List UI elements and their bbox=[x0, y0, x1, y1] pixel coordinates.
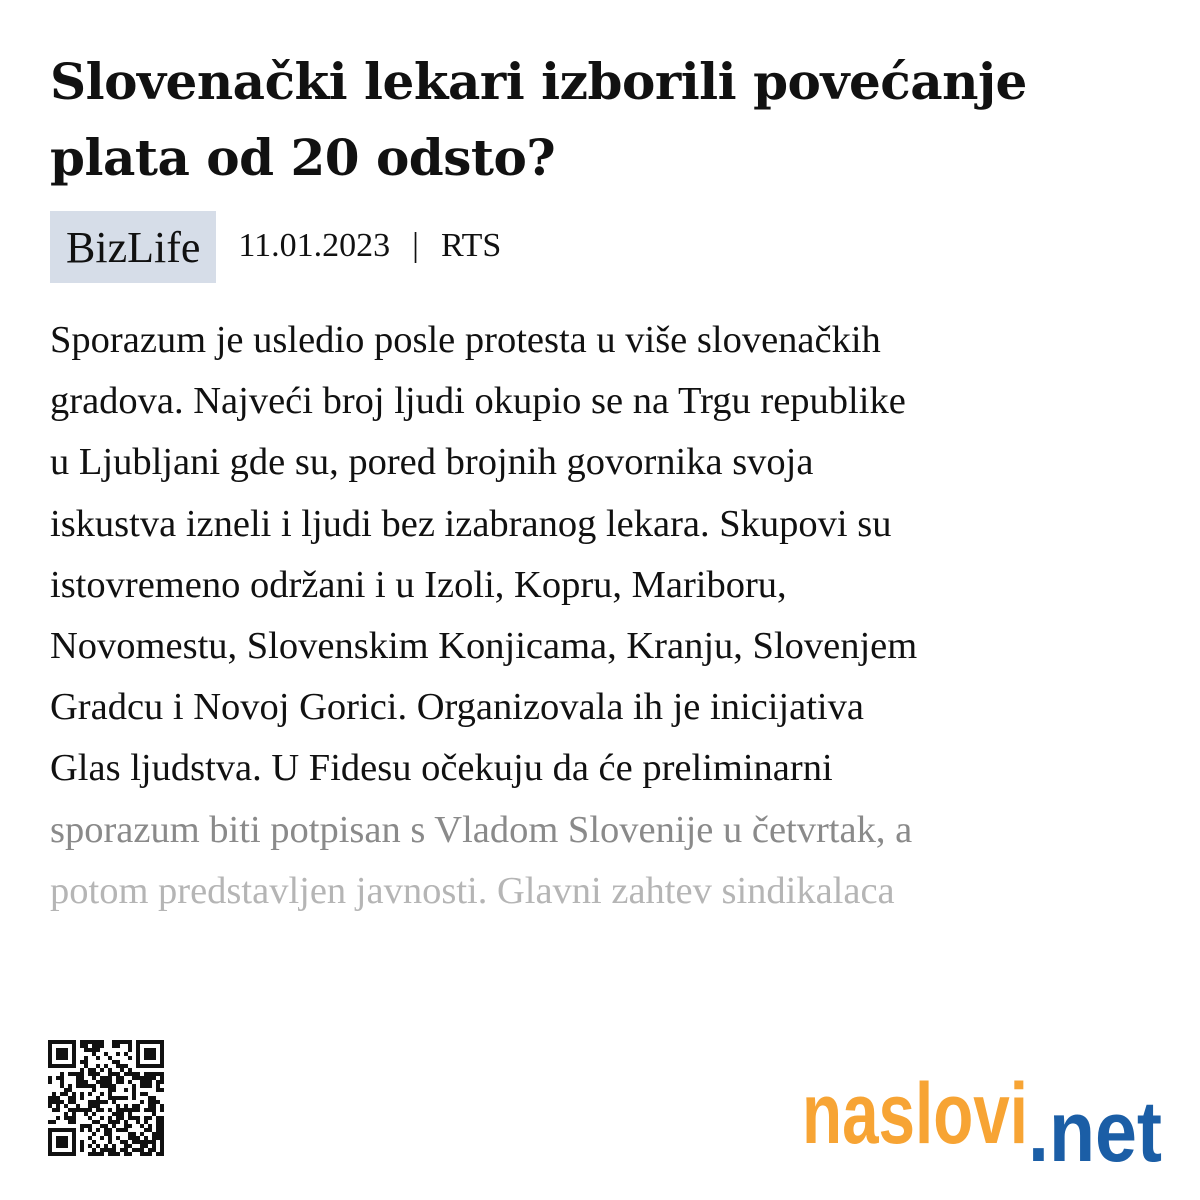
naslovi-net-logo[interactable] bbox=[800, 1063, 1164, 1173]
body-line: iskustva izneli i ljudi bez izabranog lekara. Skupovi su bbox=[50, 502, 892, 545]
body-line: Sporazum je usledio posle protesta u više slovenačkih bbox=[50, 319, 881, 361]
body-line: Novomestu, Slovenskim Konjicama, Kranju, Slovenjem bbox=[50, 625, 918, 668]
source-badge[interactable]: BizLife bbox=[50, 211, 216, 283]
body-line: Gradcu i Novoj Gorici. Organizovala ih je inicijativa bbox=[50, 686, 864, 729]
body-line: Glas ljudstva. U Fidesu očekuju da će preliminarni bbox=[50, 747, 833, 790]
meta-separator: | bbox=[412, 227, 419, 264]
body-line: istovremeno održani i u Izoli, Kopru, Mariboru, bbox=[50, 563, 787, 606]
body-line: gradova. Najveći broj ljudi okupio se na Trgu republike bbox=[50, 380, 906, 423]
body-line: u Ljubljani gde su, pored brojnih govornika svoja bbox=[50, 441, 814, 484]
outlet-name: RTS bbox=[440, 227, 502, 264]
qr-code-icon[interactable] bbox=[48, 1040, 164, 1156]
body-line-faded: potom predstavljen javnosti. Glavni zahtev sindikalaca bbox=[50, 869, 895, 912]
logo-text-naslovi: naslovi bbox=[802, 1066, 1028, 1162]
article-headline: Slovenački lekari izborili povećanje plata od 20 odsto? bbox=[50, 52, 1027, 187]
publish-date: 11.01.2023 bbox=[238, 227, 391, 264]
body-line-faded: sporazum biti potpisan s Vladom Slovenije u četvrtak, a bbox=[50, 808, 913, 851]
logo-text-net: .net bbox=[1028, 1084, 1162, 1173]
meta-line bbox=[238, 227, 501, 265]
article-body bbox=[50, 310, 1160, 922]
article-meta bbox=[50, 211, 501, 283]
